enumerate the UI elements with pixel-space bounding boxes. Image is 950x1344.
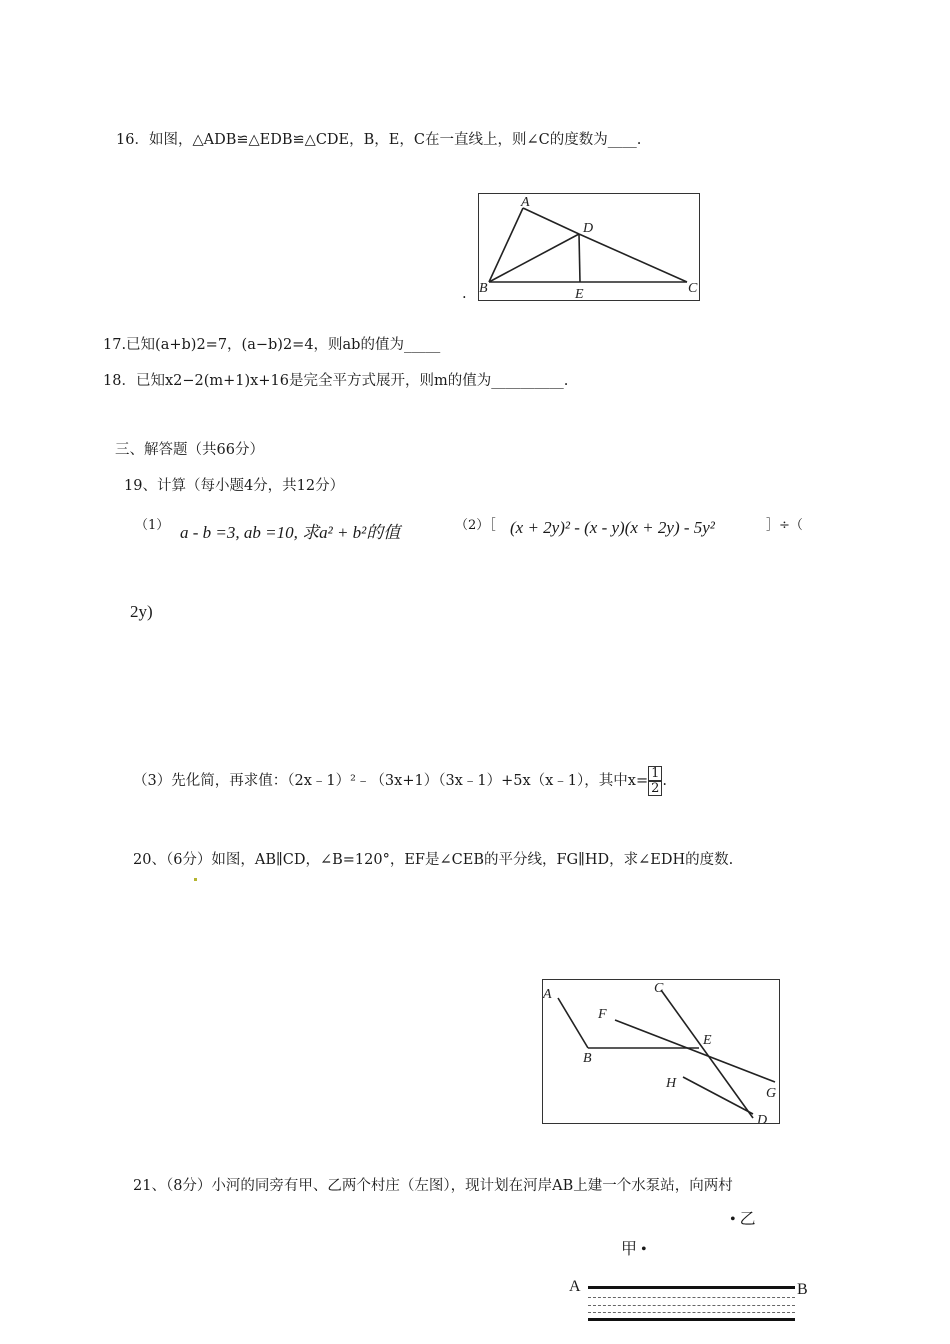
question-16-text: 16．如图，△ADB≌△EDB≌△CDE，B，E，C在一直线上，则∠C的度数为____. — [116, 132, 642, 148]
fig20-label-G: G — [766, 1086, 777, 1101]
fig16-label-B: B — [479, 281, 488, 296]
fig20-label-H: H — [666, 1076, 677, 1091]
stray-mark — [194, 878, 197, 881]
fig16-label-E: E — [575, 287, 584, 300]
village-yi: • 乙 — [730, 1211, 756, 1228]
question-17-text: 17.已知(a+b)2=7，(a−b)2=4，则ab的值为_____ — [103, 337, 441, 353]
question-16-figure — [478, 193, 700, 301]
q19-part2-continuation: 2y) — [130, 602, 153, 621]
river-label-A: A — [569, 1278, 581, 1295]
q19-part2-tail: ］÷（ — [766, 518, 803, 533]
river-dashes-3 — [588, 1312, 795, 1313]
q19-part3-text — [133, 766, 667, 796]
question-20-figure — [542, 979, 780, 1124]
fraction-numerator: 1 — [648, 766, 662, 781]
river-bank-ab — [588, 1286, 795, 1289]
q19-part2-expression: (x + 2y)² - (x - y)(x + 2y) - 5y² — [510, 518, 715, 537]
village-jia: 甲 • — [621, 1241, 647, 1258]
question-21-text: 21、（8分）小河的同旁有甲、乙两个村庄（左图），现计划在河岸AB上建一个水泵站，向两村 — [133, 1178, 733, 1194]
river-label-B: B — [797, 1281, 808, 1298]
question-18-text: 18．已知x2−2(m+1)x+16是完全平方式展开，则m的值为__________. — [103, 373, 569, 389]
fig20-label-B: B — [583, 1051, 592, 1066]
figure-dot: . — [462, 286, 467, 302]
question-20-text: 20、（6分）如图，AB∥CD，∠B=120°，EF是∠CEB的平分线，FG∥HD，求∠EDH的度数. — [133, 852, 734, 868]
section-3-heading: 三、解答题（共66分） — [115, 442, 264, 458]
fig20-label-C: C — [654, 981, 664, 996]
fraction-denominator: 2 — [648, 781, 662, 796]
fig16-label-D: D — [583, 221, 594, 236]
fig20-label-F: F — [598, 1007, 607, 1022]
q19-part1-expression: a - b =3, ab =10, 求a² + b²的值 — [180, 523, 401, 542]
q19-part2-label: （2）［ — [455, 518, 496, 533]
q19-part3-statement: （3）先化简，再求值：（2x﹣1）²﹣（3x+1）（3x﹣1）+5x（x﹣1），其中x= — [133, 773, 649, 789]
river-dashes-1 — [588, 1297, 795, 1298]
fig16-label-C: C — [688, 281, 698, 296]
river-bank-far — [588, 1318, 795, 1321]
fig20-label-D: D — [757, 1113, 768, 1123]
fig20-label-E: E — [703, 1033, 712, 1048]
question-19-title: 19、计算（每小题4分，共12分） — [124, 478, 345, 494]
q19-part1-label: （1） — [135, 518, 170, 533]
q19-part3-end: . — [662, 773, 667, 789]
fraction-one-half — [648, 766, 662, 796]
fig20-label-A: A — [543, 987, 552, 1002]
river-dashes-2 — [588, 1305, 795, 1306]
fig16-label-A: A — [521, 195, 530, 210]
